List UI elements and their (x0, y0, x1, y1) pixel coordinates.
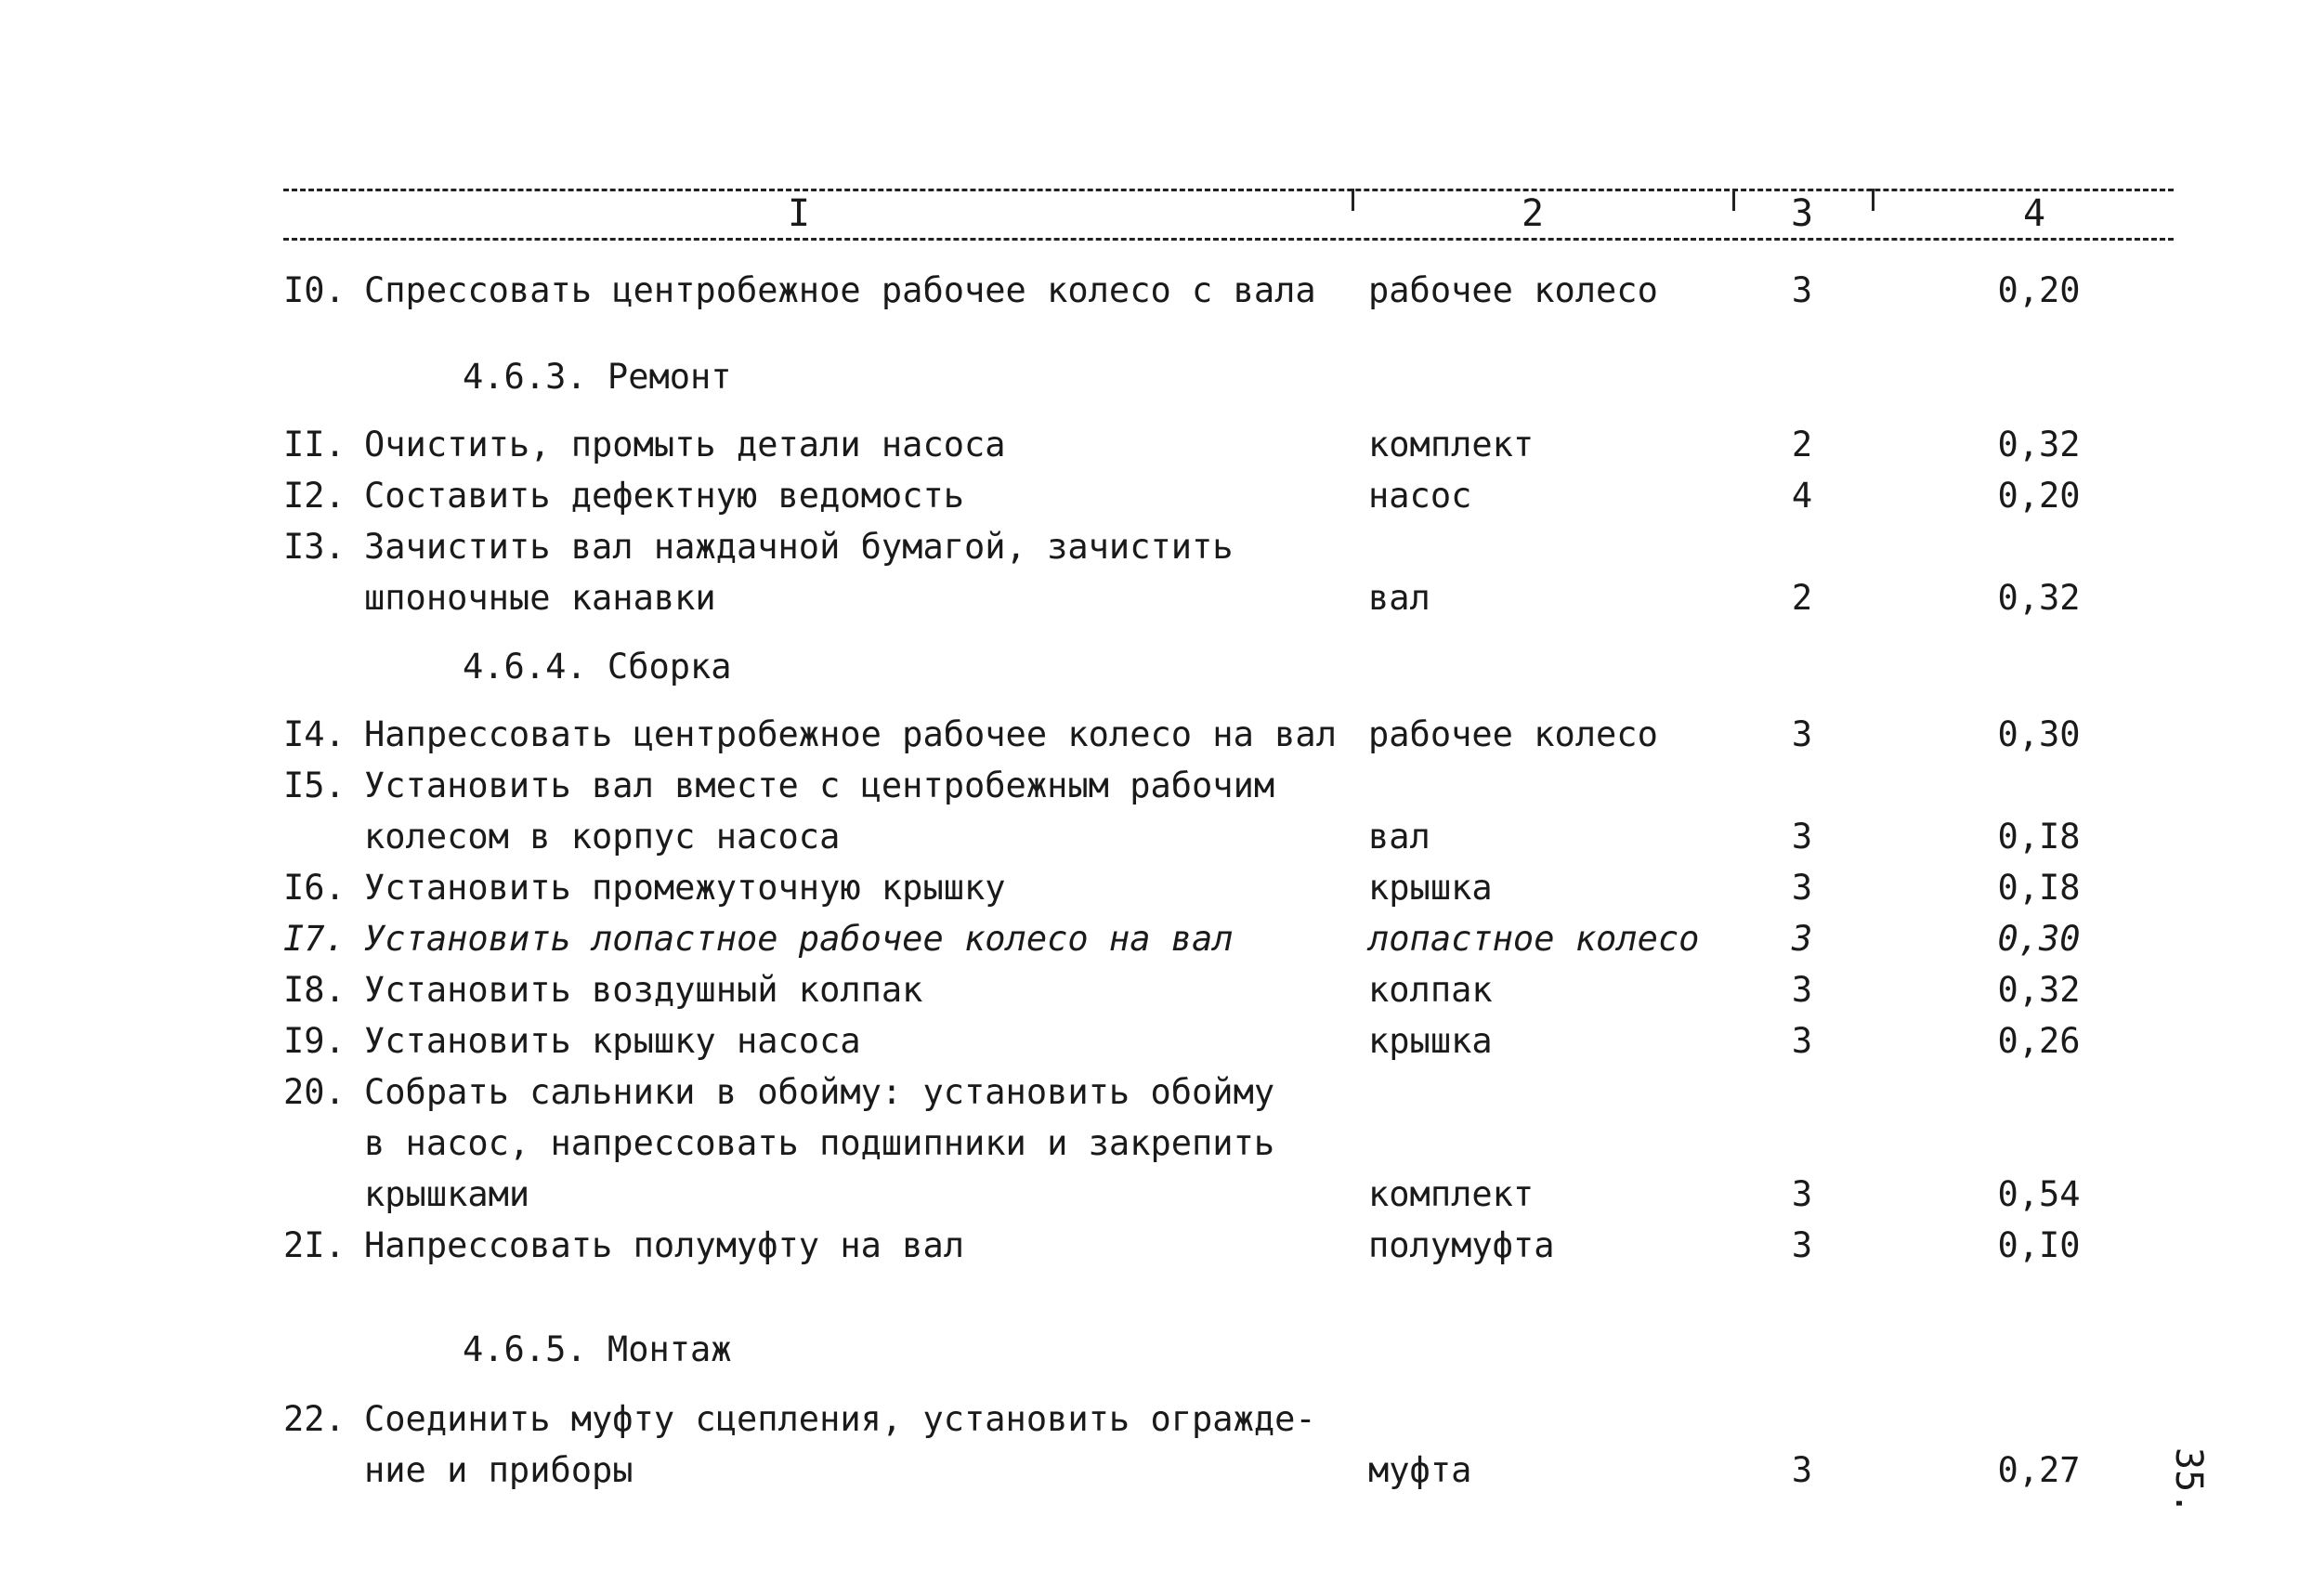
header-col-4: 4 (2022, 192, 2046, 235)
row-number: 22. (283, 1399, 346, 1439)
table-row (0, 265, 2312, 317)
row-unit: крышка (1368, 868, 1493, 908)
table-row (0, 760, 2312, 812)
row-number: I5. (283, 765, 346, 805)
table-row (0, 1220, 2312, 1272)
row-unit: муфта (1368, 1450, 1472, 1490)
row-time: 0,I8 (1997, 817, 2081, 857)
section-heading-assembly: 4.6.4. Сборка (463, 647, 732, 687)
header-col-1: I (787, 192, 811, 235)
row-description: Установить крышку насоса (364, 1021, 861, 1061)
row-description: Спрессовать центробежное рабочее колесо с вала (364, 270, 1316, 310)
header-col-2: 2 (1521, 192, 1545, 235)
row-qualification: 3 (1791, 1450, 1813, 1490)
row-unit: комплект (1368, 425, 1535, 464)
table-row (0, 709, 2312, 761)
section-heading-installation: 4.6.5. Монтаж (463, 1329, 732, 1369)
row-number: II. (283, 425, 346, 464)
table-row-continuation (0, 1169, 2312, 1221)
header-bottom-rule (283, 238, 2174, 241)
row-time: 0,30 (1997, 714, 2081, 754)
row-qualification: 3 (1791, 817, 1813, 857)
row-time: 0,54 (1997, 1174, 2081, 1214)
row-qualification: 3 (1791, 868, 1813, 908)
row-time: 0,32 (1997, 425, 2081, 464)
row-time: 0,20 (1997, 476, 2081, 516)
header-divider (1352, 189, 1354, 211)
row-number: 2I. (283, 1225, 346, 1265)
row-qualification: 3 (1791, 1225, 1813, 1265)
table-row-continuation (0, 811, 2312, 863)
row-number: I2. (283, 476, 346, 516)
table-row (0, 470, 2312, 522)
row-qualification: 3 (1791, 714, 1813, 754)
row-qualification: 3 (1791, 270, 1813, 310)
table-row-continuation (0, 572, 2312, 624)
row-unit: вал (1368, 578, 1430, 618)
row-number: I4. (283, 714, 346, 754)
row-number: I8. (283, 970, 346, 1010)
row-description-continued: в насос, напрессовать подшипники и закрепить (364, 1123, 1275, 1163)
header-col-3: 3 (1790, 192, 1814, 235)
row-unit: рабочее колесо (1368, 270, 1658, 310)
row-unit: комплект (1368, 1174, 1535, 1214)
row-qualification: 2 (1791, 578, 1813, 618)
row-unit: вал (1368, 817, 1430, 857)
row-description: Установить воздушный колпак (364, 970, 923, 1010)
row-time: 0,32 (1997, 578, 2081, 618)
row-qualification: 2 (1791, 425, 1813, 464)
row-qualification: 3 (1791, 1174, 1813, 1214)
table-row (0, 1066, 2312, 1119)
header-top-rule (283, 189, 2174, 191)
row-description: Зачистить вал наждачной бумагой, зачистить (364, 527, 1234, 567)
row-time: 0,26 (1997, 1021, 2081, 1061)
section-heading-repair: 4.6.3. Ремонт (463, 357, 732, 397)
row-time: 0,I8 (1997, 868, 2081, 908)
row-qualification: 3 (1791, 970, 1813, 1010)
row-unit: рабочее колесо (1368, 714, 1658, 754)
row-description: Установить лопастное рабочее колесо на вал (364, 919, 1234, 959)
row-unit: полумуфта (1368, 1225, 1555, 1265)
row-time: 0,32 (1997, 970, 2081, 1010)
table-row (0, 862, 2312, 914)
header-divider (1872, 189, 1874, 211)
table-row (0, 1393, 2312, 1446)
table-row (0, 913, 2312, 965)
row-time: 0,I0 (1997, 1225, 2081, 1265)
row-description: Очистить, промыть детали насоса (364, 425, 1006, 464)
row-number: I6. (283, 868, 346, 908)
row-qualification: 3 (1791, 1021, 1813, 1061)
row-unit: колпак (1368, 970, 1493, 1010)
table-row (0, 964, 2312, 1016)
row-number: I7. (283, 919, 346, 959)
row-description-continued: шпоночные канавки (364, 578, 716, 618)
row-time: 0,20 (1997, 270, 2081, 310)
row-description: Установить промежуточную крышку (364, 868, 1006, 908)
row-qualification: 4 (1791, 476, 1813, 516)
table-row (0, 419, 2312, 471)
row-description: Напрессовать центробежное рабочее колесо на вал (364, 714, 1337, 754)
row-description-continued: колесом в корпус насоса (364, 817, 841, 857)
row-description: Составить дефектную ведомость (364, 476, 965, 516)
row-description: Установить вал вместе с центробежным рабочим (364, 765, 1275, 805)
page-number: 35. (2167, 1447, 2210, 1515)
row-unit: лопастное колесо (1368, 919, 1700, 959)
row-description-continued: крышками (364, 1174, 530, 1214)
row-unit: крышка (1368, 1021, 1493, 1061)
row-description: Собрать сальники в обойму: установить обойму (364, 1072, 1275, 1112)
row-number: 20. (283, 1072, 346, 1112)
table-row (0, 1015, 2312, 1067)
row-unit: насос (1368, 476, 1472, 516)
row-time: 0,27 (1997, 1450, 2081, 1490)
row-qualification: 3 (1791, 919, 1813, 959)
header-divider (1732, 189, 1735, 211)
row-description-continued: ние и приборы (364, 1450, 634, 1490)
row-number: I0. (283, 270, 346, 310)
row-description: Напрессовать полумуфту на вал (364, 1225, 965, 1265)
row-description: Соединить муфту сцепления, установить огражде- (364, 1399, 1316, 1439)
row-number: I9. (283, 1021, 346, 1061)
table-row-continuation (0, 1118, 2312, 1170)
row-time: 0,30 (1997, 919, 2081, 959)
row-number: I3. (283, 527, 346, 567)
table-row (0, 521, 2312, 573)
table-row-continuation (0, 1445, 2312, 1497)
